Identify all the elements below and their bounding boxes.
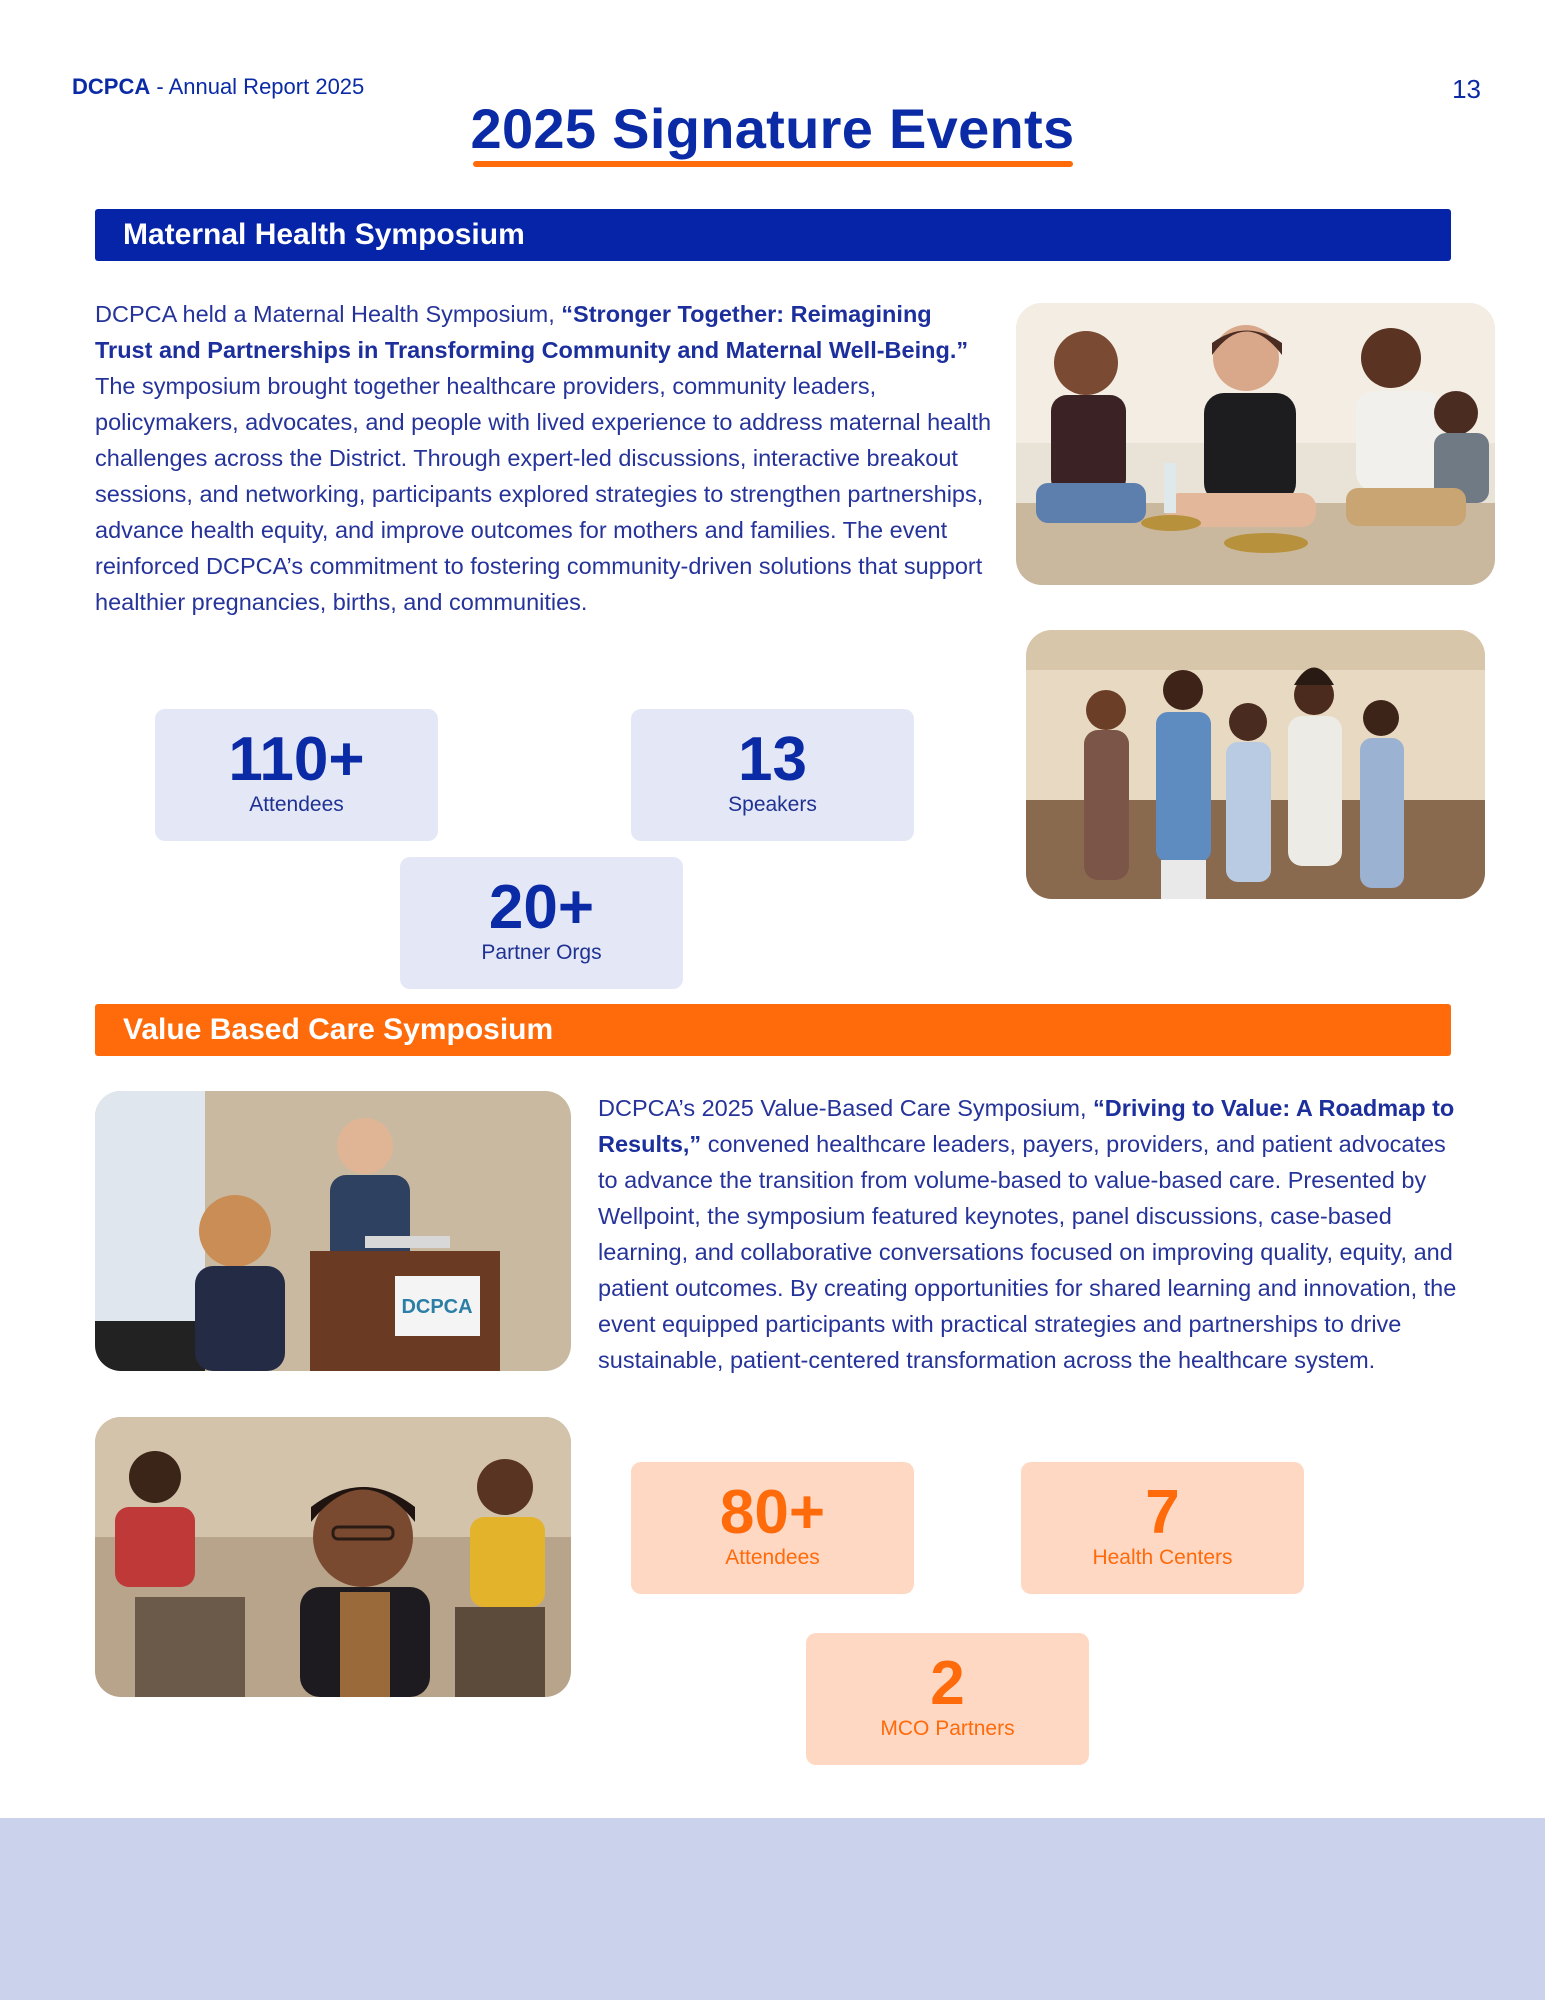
value-based-description bbox=[598, 1090, 1458, 1378]
stat-card-speakers bbox=[631, 709, 914, 841]
value-based-podium-photo bbox=[95, 1091, 571, 1371]
maternal-panel-photo bbox=[1016, 303, 1495, 585]
stat-value: 110+ bbox=[228, 725, 365, 794]
footer-band bbox=[0, 1818, 1545, 2000]
stat-label: Attendees bbox=[725, 1546, 820, 1569]
stat-card-vbc-attendees bbox=[631, 1462, 914, 1594]
page-title: 2025 Signature Events bbox=[470, 97, 1075, 160]
value-based-attendee-photo bbox=[95, 1417, 571, 1697]
stat-value: 7 bbox=[1145, 1478, 1180, 1547]
org-name: DCPCA bbox=[72, 74, 151, 99]
stat-label: MCO Partners bbox=[880, 1717, 1015, 1740]
stat-value: 13 bbox=[738, 725, 807, 794]
maternal-body: The symposium brought together healthcare providers, community leaders, policymakers, advocates, and people with lived experience to address maternal health challenges across the District. Through expert-led discussions, interactive breakout sessions, and networking, participants explored strategies to strengthen partnerships, advance health equity, and improve outcomes for mothers and families. The event reinforced DCPCA’s commitment to fostering community-driven solutions that support healthier pregnancies, births, and communities. bbox=[95, 373, 992, 615]
title-underline bbox=[473, 161, 1073, 167]
value-based-body: convened healthcare leaders, payers, providers, and patient advocates to advance the transition from volume-based to value-based care. Presented by Wellpoint, the symposium featured keynotes, panel discussions, case-based learning, and collaborative conversations focused on improving quality, equity, and patient outcomes. By creating opportunities for shared learning and innovation, the event equipped participants with practical strategies and partnerships to drive sustainable, patient-centered transformation across the healthcare system. bbox=[598, 1131, 1457, 1373]
stat-card-health-centers bbox=[1021, 1462, 1304, 1594]
stat-label: Speakers bbox=[728, 793, 817, 816]
stat-label: Health Centers bbox=[1092, 1546, 1233, 1569]
maternal-intro: DCPCA held a Maternal Health Symposium, bbox=[95, 301, 562, 327]
stat-card-partner-orgs bbox=[400, 857, 683, 989]
stat-value: 20+ bbox=[488, 873, 595, 942]
stat-card-attendees bbox=[155, 709, 438, 841]
report-name: - Annual Report 2025 bbox=[150, 74, 365, 99]
maternal-event-name: “Stronger Together: Reimagining Trust and Partnerships in Transforming Community and Maternal Well-Being.” bbox=[95, 301, 969, 363]
page-number: 13 bbox=[1452, 74, 1481, 104]
section-heading-maternal-health: Maternal Health Symposium bbox=[95, 209, 1451, 261]
maternal-description bbox=[95, 296, 995, 620]
value-based-event-name: “Driving to Value: A Roadmap to Results,” bbox=[598, 1095, 1455, 1157]
stat-card-mco-partners bbox=[806, 1633, 1089, 1765]
stat-value: 2 bbox=[930, 1649, 965, 1718]
stat-value: 80+ bbox=[719, 1478, 826, 1547]
maternal-group-photo bbox=[1026, 630, 1485, 899]
stat-label: Attendees bbox=[249, 793, 344, 816]
section-heading-value-based-care: Value Based Care Symposium bbox=[95, 1004, 1451, 1056]
value-based-intro: DCPCA’s 2025 Value-Based Care Symposium, bbox=[598, 1095, 1094, 1121]
stat-label: Partner Orgs bbox=[481, 941, 602, 964]
podium-sign-text: DCPCA bbox=[401, 1296, 473, 1318]
